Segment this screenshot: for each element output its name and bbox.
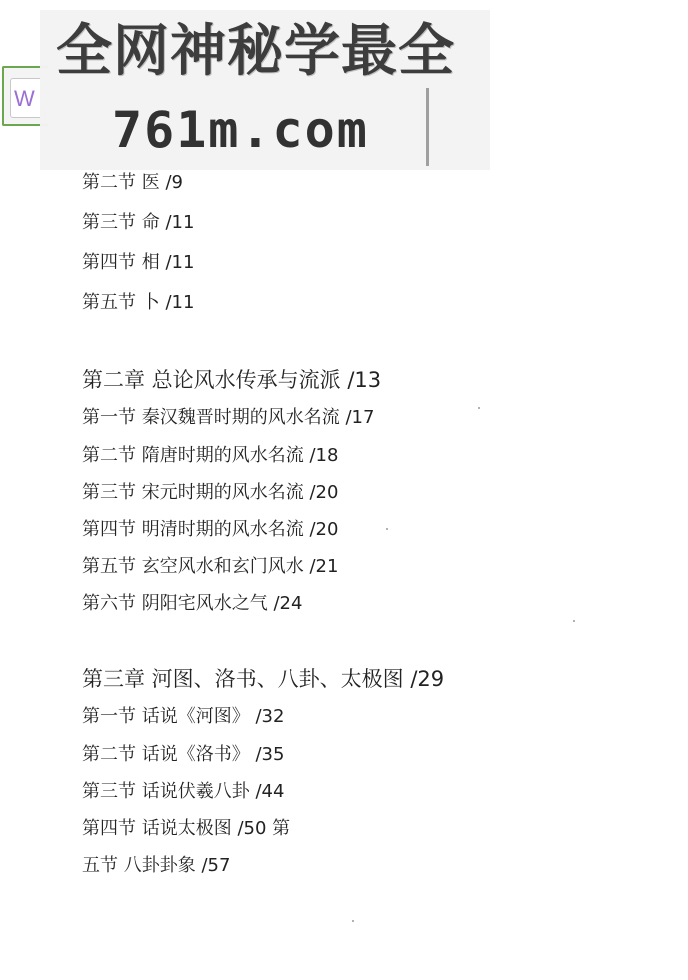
edge-fragment-letter: W [14, 86, 34, 111]
toc-section-line: 第二节 隋唐时期的风水名流 /18 [82, 445, 339, 466]
toc-section-line: 第三节 话说伏羲八卦 /44 [82, 781, 285, 802]
toc-chapter-heading: 第三章 河图、洛书、八卦、太极图 /29 [82, 667, 445, 691]
toc-section-line: 第四节 相 /11 [82, 252, 195, 273]
toc-section-line: 第一节 秦汉魏晋时期的风水名流 /17 [82, 407, 375, 428]
scan-speck [573, 620, 575, 622]
toc-chapter-heading: 第二章 总论风水传承与流派 /13 [82, 368, 382, 392]
toc-section-line: 第五节 玄空风水和玄门风水 /21 [82, 556, 339, 577]
watermark-url: 761m.com [112, 101, 369, 159]
scan-speck [352, 920, 354, 922]
toc-section-line: 第六节 阴阳宅风水之气 /24 [82, 593, 303, 614]
toc-section-line: 第二节 话说《洛书》 /35 [82, 744, 285, 765]
toc-section-line: 第一节 话说《河图》 /32 [82, 706, 285, 727]
watermark-title: 全网神秘学最全 [56, 19, 455, 84]
toc-section-line: 第二节 医 /9 [82, 172, 183, 193]
watermark-divider [426, 88, 429, 166]
toc-section-line: 第四节 话说太极图 /50 第 [82, 818, 291, 839]
scan-speck [386, 528, 388, 530]
watermark-block [40, 10, 490, 170]
scan-speck [478, 407, 480, 409]
toc-section-line: 第三节 命 /11 [82, 212, 195, 233]
toc-section-line: 第三节 宋元时期的风水名流 /20 [82, 482, 339, 503]
toc-section-line: 第四节 明清时期的风水名流 /20 [82, 519, 339, 540]
toc-section-line: 五节 八卦卦象 /57 [82, 855, 231, 876]
toc-section-line: 第五节 卜 /11 [82, 292, 195, 313]
